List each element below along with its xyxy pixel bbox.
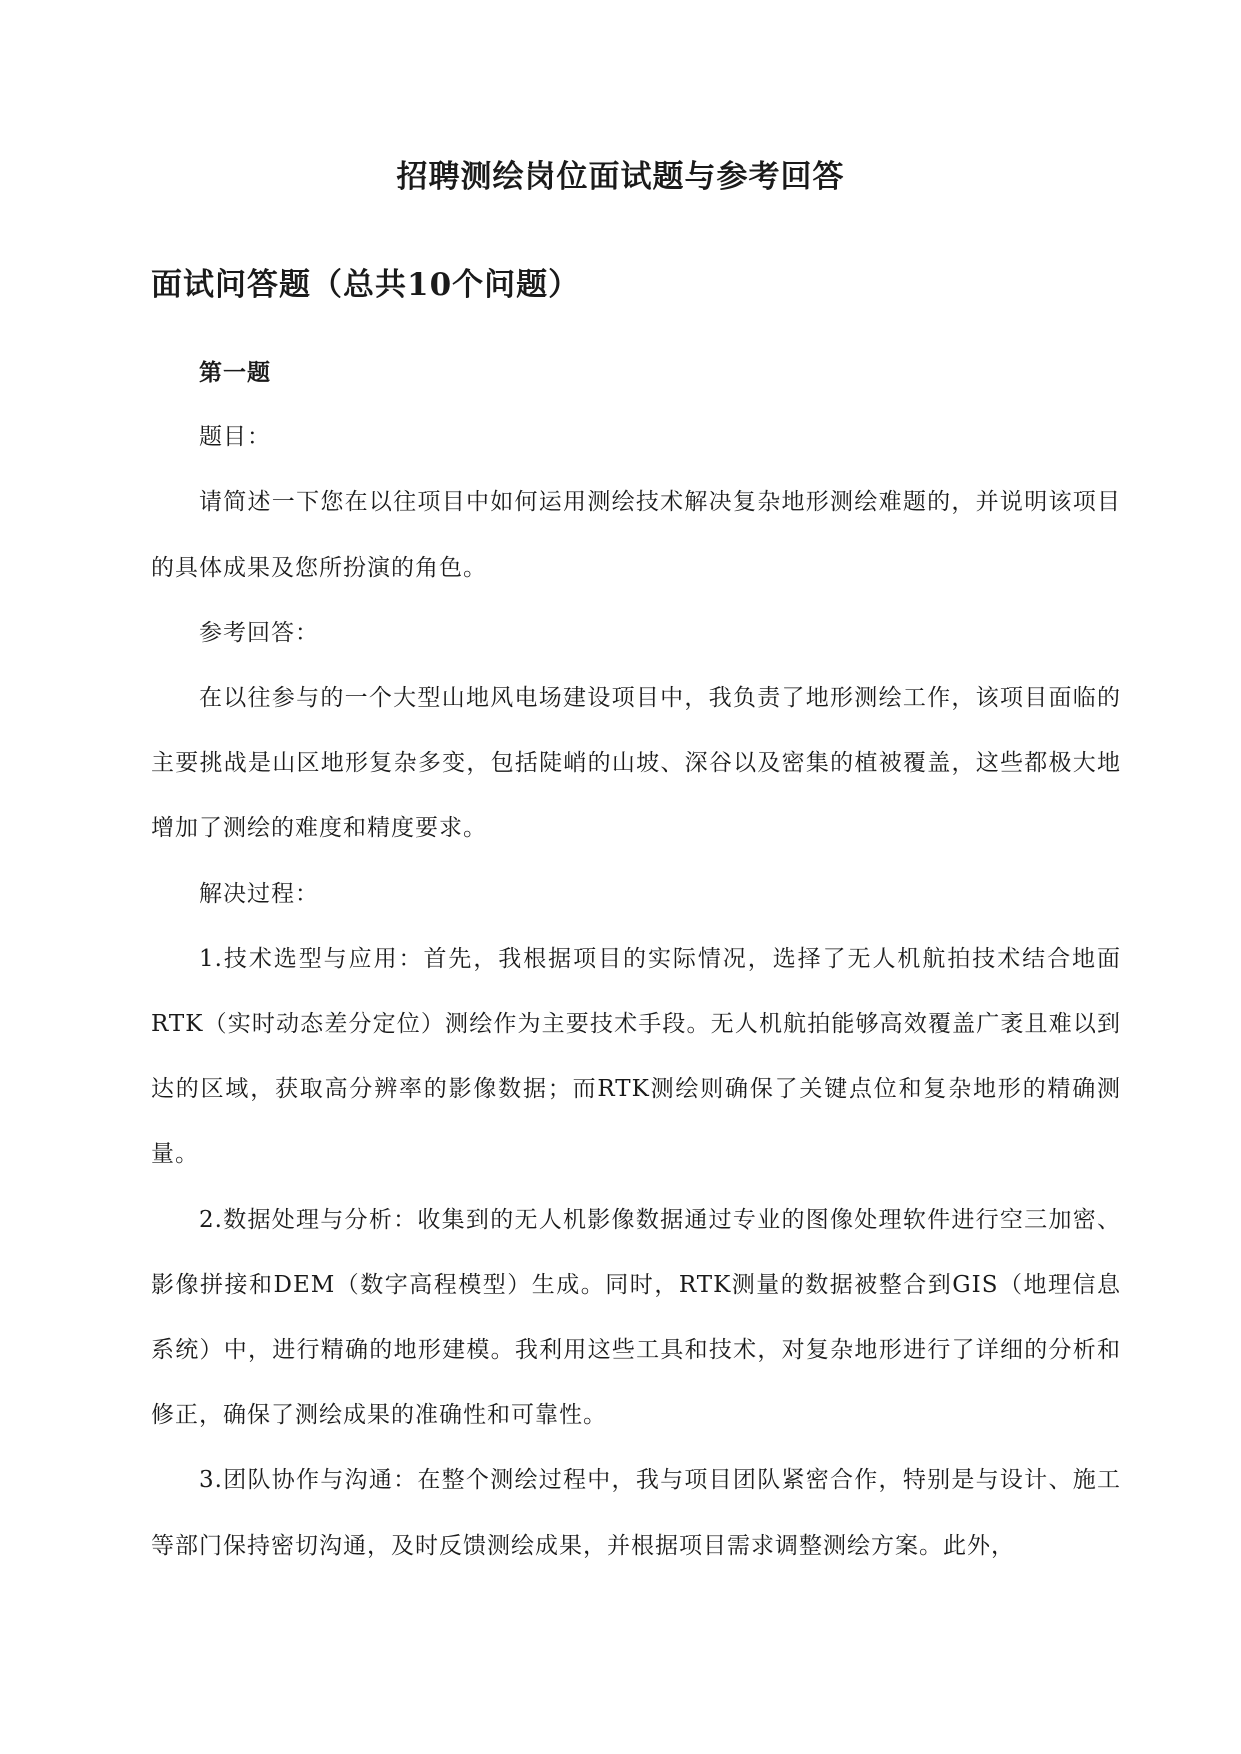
question-text: 请简述一下您在以往项目中如何运用测绘技术解决复杂地形测绘难题的，并说明该项目的具体成果及您所扮演的角色。 [151,489,1121,581]
section-heading: 面试问答题（总共10个问题） [151,267,581,303]
process-step-1: 1.技术选型与应用：首先，我根据项目的实际情况，选择了无人机航拍技术结合地面RTK（实时动态差分定位）测绘作为主要技术手段。无人机航拍能够高效覆盖广袤且难以到达的区域，获取高分辨率的影像数据；而RTK测绘则确保了关键点位和复杂地形的精确测量。 [151,945,1121,1168]
process-step-3: 3.团队协作与沟通：在整个测绘过程中，我与项目团队紧密合作，特别是与设计、施工等部门保持密切沟通，及时反馈测绘成果，并根据项目需求调整测绘方案。此外， [151,1467,1121,1559]
process-step-2: 2.数据处理与分析：收集到的无人机影像数据通过专业的图像处理软件进行空三加密、影像拼接和DEM（数字高程模型）生成。同时，RTK测量的数据被整合到GIS（地理信息系统）中，进行精确的地形建模。我利用这些工具和技术，对复杂地形进行了详细的分析和修正，确保了测绘成果的准确性和可靠性。 [151,1206,1121,1429]
question-1-block [151,340,1121,1579]
document-title: 招聘测绘岗位面试题与参考回答 [396,159,845,195]
question-label: 题目： [199,424,271,451]
answer-label: 参考回答： [199,619,319,646]
question-number-label: 第一题 [199,359,271,386]
process-label: 解决过程： [199,880,319,907]
answer-intro-paragraph: 在以往参与的一个大型山地风电场建设项目中，我负责了地形测绘工作，该项目面临的主要挑战是山区地形复杂多变，包括陡峭的山坡、深谷以及密集的植被覆盖，这些都极大地增加了测绘的难度和精度要求。 [151,685,1121,842]
